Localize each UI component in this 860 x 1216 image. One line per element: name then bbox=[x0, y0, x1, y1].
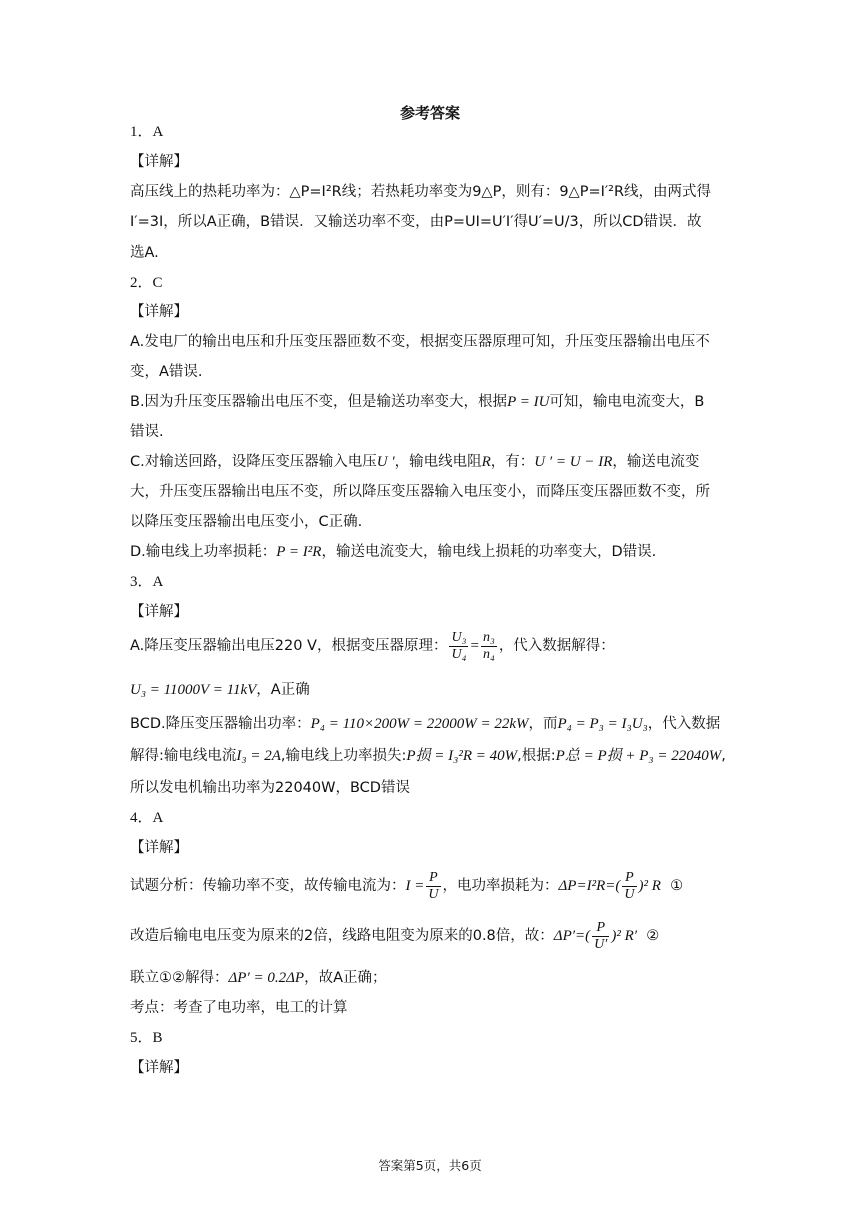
q3-b-formula-2: P₄ = P₃ = I₃U₃ bbox=[557, 716, 648, 732]
q4-marker-1: ① bbox=[670, 878, 684, 894]
q2-a-line-2: 变，A错误. bbox=[130, 364, 203, 380]
page-footer: 答案第5页，共6页 bbox=[378, 1158, 482, 1173]
q4-line-4: 考点：考查了电功率，电工的计算 bbox=[130, 1000, 348, 1016]
q4-new-loss-formula-a: ΔP′=( bbox=[553, 928, 591, 944]
q3-a-text-3: ，A正确 bbox=[256, 682, 310, 698]
q2-d-text-1: D.输电线上功率损耗： bbox=[130, 544, 277, 560]
q5-number: 5．B bbox=[130, 1030, 163, 1046]
q3-ratio-u-den: U₄ bbox=[451, 646, 467, 662]
q4-number: 4．A bbox=[130, 810, 164, 826]
q3-detail-heading: 【详解】 bbox=[130, 604, 188, 620]
q3-ratio-n-den: n₄ bbox=[482, 646, 495, 662]
q4-new-loss-formula-b: )² R′ bbox=[611, 928, 638, 944]
q2-b-formula: P = IU bbox=[507, 394, 550, 410]
q4-line-2 bbox=[130, 918, 735, 954]
q3-equals: = bbox=[470, 638, 479, 654]
q1-line-2: I′=3I，所以A正确，B错误．又输送功率不变，由P=UI=U′I′得U′=U/3，所以CD错误．故 bbox=[130, 214, 702, 230]
q5-detail-heading: 【详解】 bbox=[130, 1060, 188, 1076]
q1-line-3: 选A. bbox=[130, 245, 159, 261]
q4-loss-fraction-num: P bbox=[622, 870, 636, 887]
q3-a-text-1: A.降压变压器输出电压220 V，根据变压器原理： bbox=[130, 638, 448, 654]
q2-number: 2．C bbox=[130, 275, 163, 291]
q4-result-formula: ΔP′ = 0.2ΔP bbox=[228, 970, 305, 986]
q3-ratio-u-num: U₃ bbox=[451, 629, 467, 645]
q4-current-formula: I = bbox=[405, 878, 425, 894]
q3-b-text-2: ，而 bbox=[528, 716, 558, 732]
q3-a-text-2: ，代入数据解得： bbox=[498, 638, 615, 654]
q3-b-text-6: ,根据: bbox=[517, 748, 556, 764]
q4-loss-fraction bbox=[622, 870, 636, 903]
q3-ratio-n bbox=[481, 630, 497, 663]
q4-marker-2: ② bbox=[646, 928, 660, 944]
q4-text-2: ，电功率损耗为： bbox=[442, 878, 559, 894]
q3-b-formula-1: P₄ = 110×200W = 22000W = 22kW bbox=[310, 716, 529, 732]
q3-b-formula-4: P损 = I₃²R = 40W bbox=[406, 748, 518, 764]
q2-c-line-2: 大，升压变压器输出电压不变，所以降压变压器输入电压变小，而降压变压器匝数不变，所 bbox=[130, 484, 710, 500]
q2-b-text-2: 可知，输电电流变大，B bbox=[549, 394, 705, 410]
q2-c-line-1 bbox=[130, 452, 735, 472]
q3-ratio-n-num: n₃ bbox=[482, 629, 495, 645]
q4-current-fraction-num: P bbox=[426, 870, 440, 887]
q2-d-line-1 bbox=[130, 542, 735, 562]
q4-text-3: 改造后输电电压变为原来的2倍，线路电阻变为原来的0.8倍，故： bbox=[130, 928, 554, 944]
q2-c-formula-2: R bbox=[481, 454, 491, 470]
q4-loss-fraction-den: U bbox=[624, 886, 635, 902]
q4-line-1 bbox=[130, 868, 735, 904]
q2-c-text-3: ，有： bbox=[490, 454, 535, 470]
q2-d-formula: P = I²R bbox=[276, 544, 322, 560]
q3-b-formula-3: I₃ = 2A bbox=[236, 748, 281, 764]
q3-b-text-5: ,输电线上功率损失: bbox=[280, 748, 407, 764]
q3-a-line-2 bbox=[130, 680, 735, 700]
q3-number: 3．A bbox=[130, 574, 164, 590]
q3-b-text-7: , bbox=[721, 748, 726, 764]
q3-b-line-1 bbox=[130, 714, 735, 734]
q3-b-line-3: 所以发电机输出功率为22040W，BCD错误 bbox=[130, 780, 410, 796]
q1-number: 1．A bbox=[130, 124, 164, 140]
q2-a-line-1: A.发电厂的输出电压和升压变压器匝数不变，根据变压器原理可知，升压变压器输出电压不 bbox=[130, 334, 710, 350]
q3-b-line-2 bbox=[130, 746, 735, 766]
q1-detail-heading: 【详解】 bbox=[130, 154, 188, 170]
q4-current-fraction-den: U bbox=[428, 886, 439, 902]
q2-c-text-1: C.对输送回路，设降压变压器输入电压 bbox=[130, 454, 377, 470]
q4-text-4: 联立①②解得： bbox=[130, 970, 229, 986]
q3-a-formula: U₃ = 11000V = 11kV bbox=[130, 682, 257, 698]
q4-new-loss-fraction-num: P bbox=[592, 920, 609, 937]
q3-b-text-4: 解得:输电线电流 bbox=[130, 748, 237, 764]
q2-b-line-1 bbox=[130, 392, 735, 412]
q4-current-fraction bbox=[426, 870, 440, 903]
q2-b-line-2: 错误. bbox=[130, 424, 164, 440]
q4-new-loss-fraction-den: U′ bbox=[594, 936, 608, 952]
q3-b-formula-5: P总 = P损 + P₃ = 22040W bbox=[555, 748, 722, 764]
q4-loss-formula-b: )² R bbox=[638, 878, 661, 894]
q3-b-text-1: BCD.降压变压器输出功率： bbox=[130, 716, 311, 732]
q4-text-5: ，故A正确； bbox=[304, 970, 387, 986]
q1-line-1: 高压线上的热耗功率为：△P=I²R线；若热耗功率变为9△P，则有：9△P=I′²R线，由两式得 bbox=[130, 184, 712, 200]
q2-c-text-4: ，输送电流变 bbox=[612, 454, 700, 470]
q3-b-text-3: ，代入数据 bbox=[647, 716, 721, 732]
q2-b-text-1: B.因为升压变压器输出电压不变，但是输送功率变大，根据 bbox=[130, 394, 508, 410]
q2-c-formula-3: U ′ = U − IR bbox=[534, 454, 613, 470]
q3-ratio-u bbox=[449, 630, 468, 663]
q2-d-text-2: ，输送电流变大，输电线上损耗的功率变大，D错误. bbox=[321, 544, 657, 560]
q2-c-formula-1: U ′ bbox=[376, 454, 395, 470]
q4-new-loss-fraction bbox=[592, 920, 609, 953]
q4-line-3 bbox=[130, 968, 735, 988]
page-title: 参考答案 bbox=[399, 104, 460, 122]
q2-detail-heading: 【详解】 bbox=[130, 304, 188, 320]
q4-text-1: 试题分析：传输功率不变，故传输电流为： bbox=[130, 878, 406, 894]
q2-c-text-2: ，输电线电阻 bbox=[394, 454, 482, 470]
q4-detail-heading: 【详解】 bbox=[130, 840, 188, 856]
q4-loss-formula-a: ΔP=I²R=( bbox=[558, 878, 621, 894]
q3-a-line-1 bbox=[130, 628, 735, 664]
q2-c-line-3: 以降压变压器输出电压变小，C正确. bbox=[130, 514, 363, 530]
